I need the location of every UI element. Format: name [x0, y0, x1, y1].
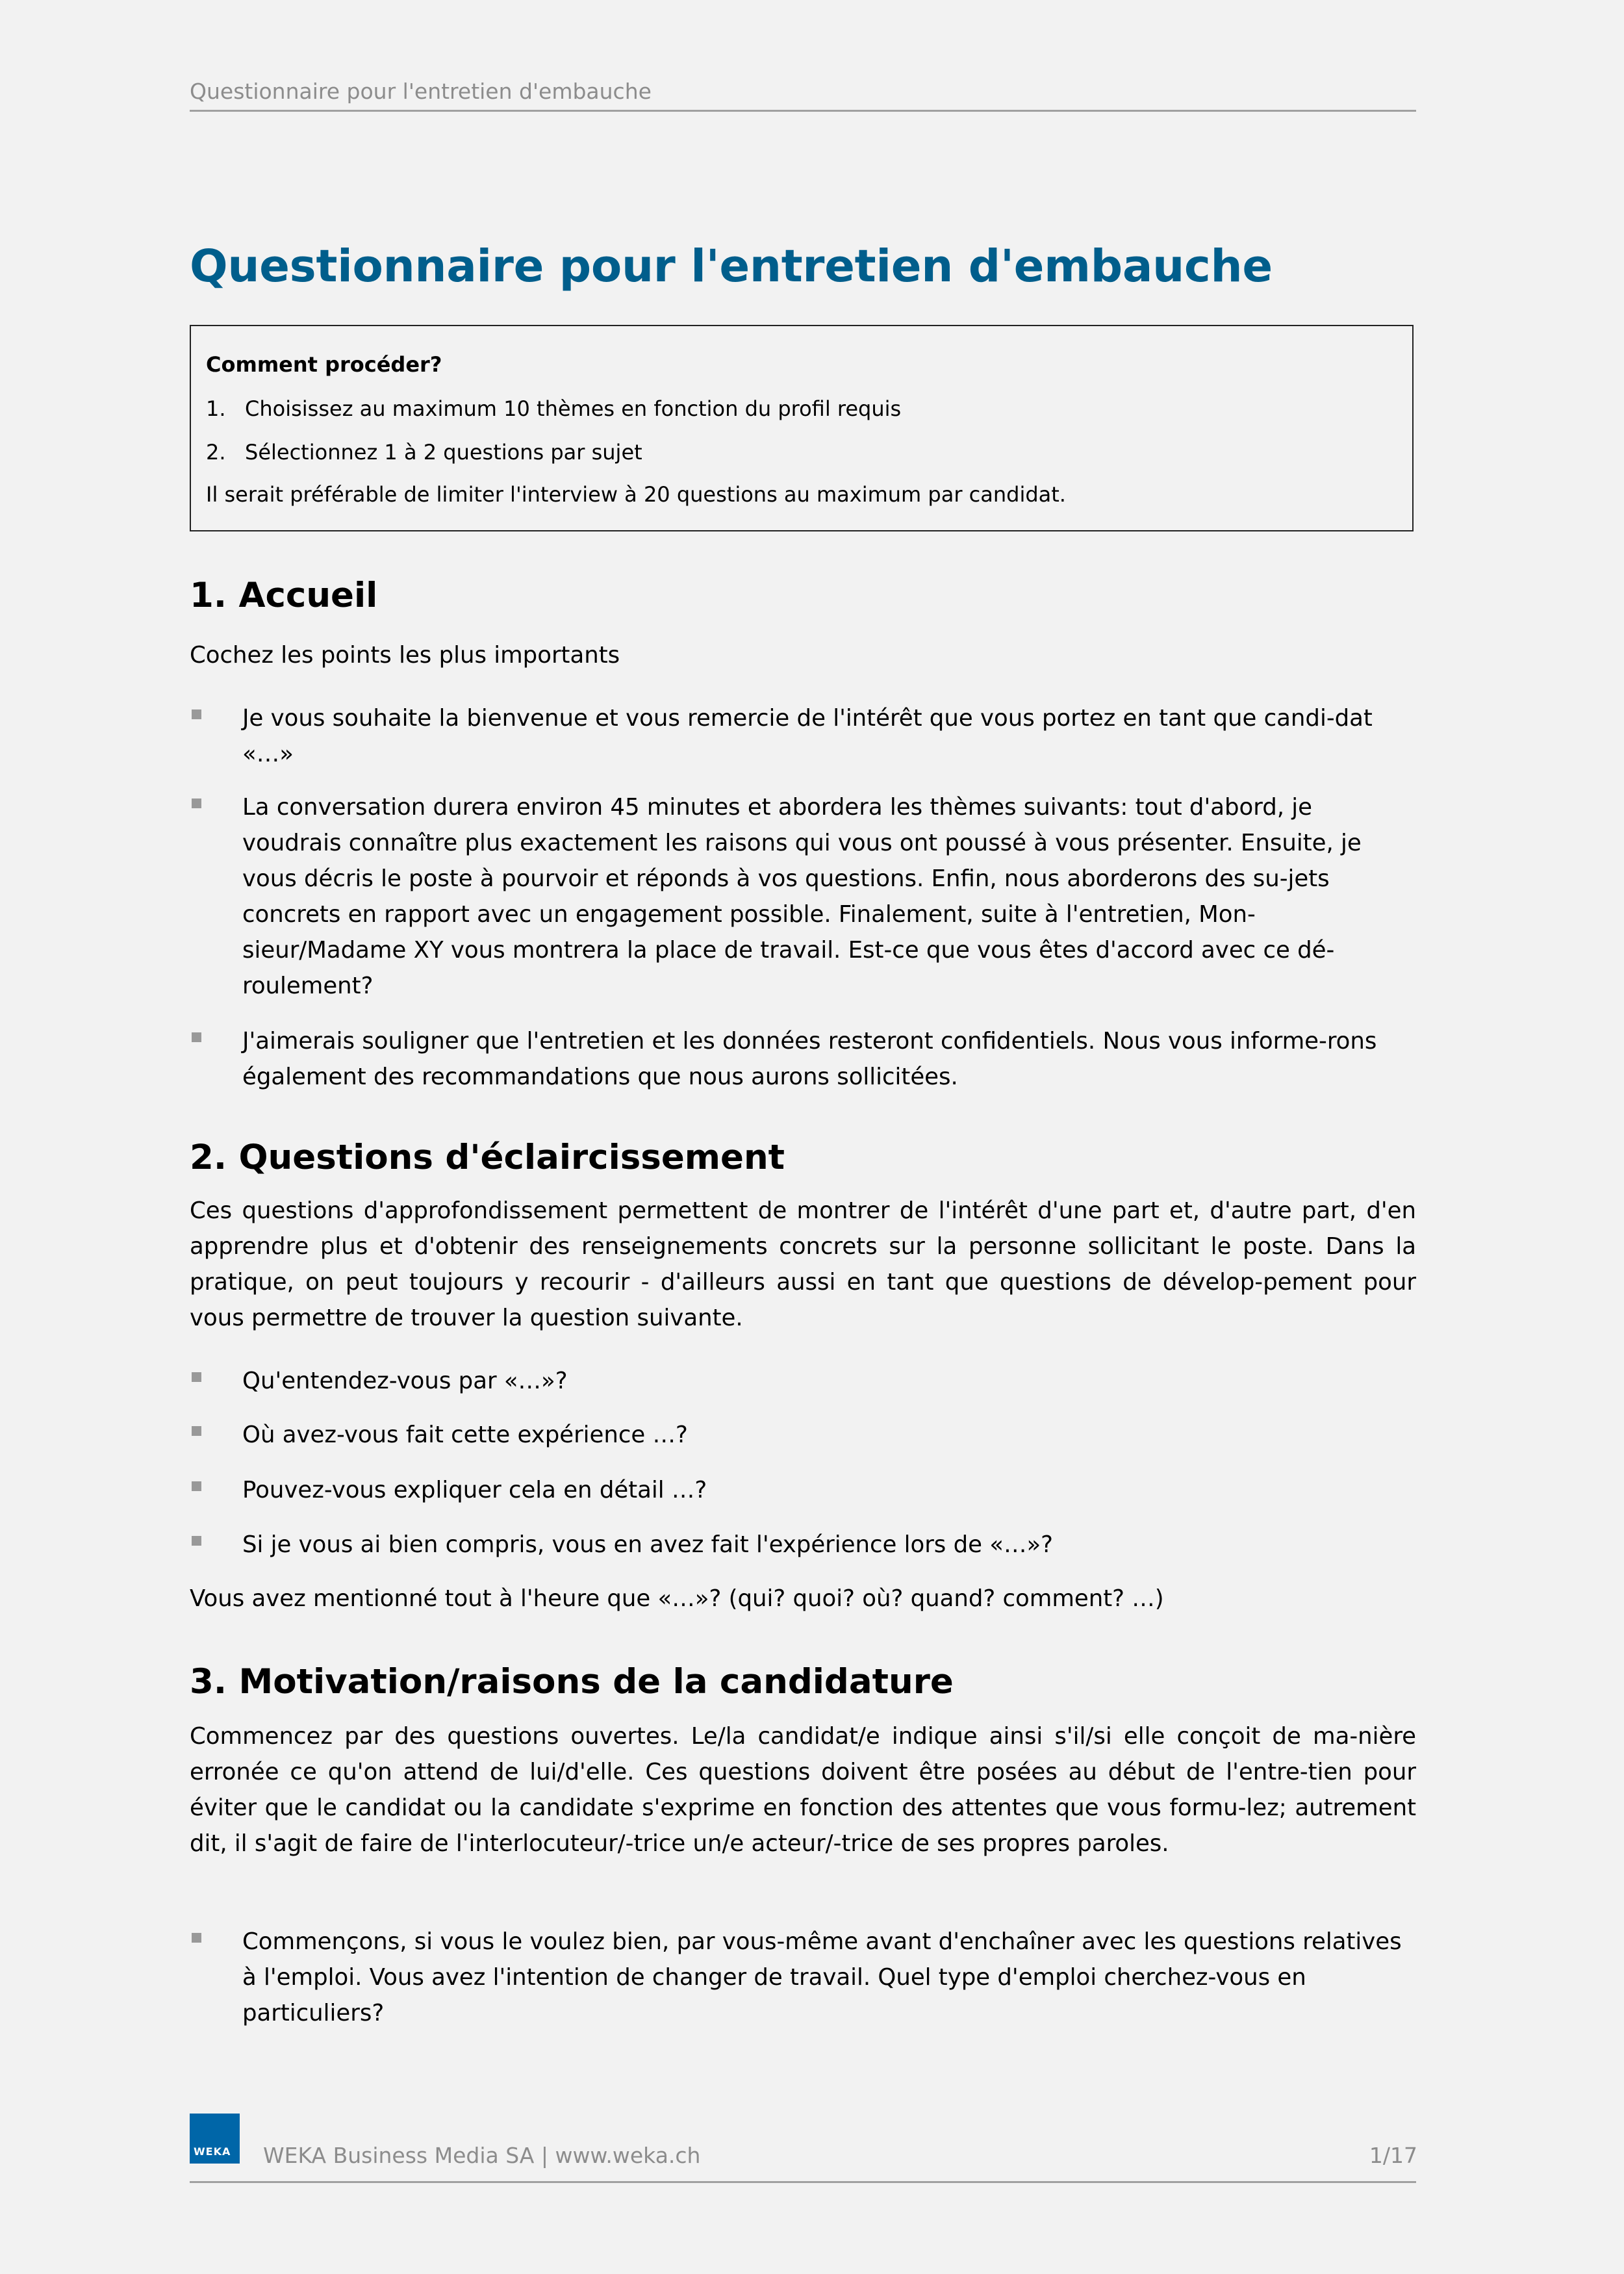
- list-item-text: La conversation durera environ 45 minutes et abordera les thèmes suivants: tout d'abord, je voudrais connaître plus exactement les raisons qui vous ont poussé à vous présenter. Ensuite, je vous décris le poste à pourvoir et réponds à vos questions. Enfin, nous aborderons des su-jets concrets en rapport avec un engagement possible. Finalement, suite à l'entretien, Mon-sieur/Madame XY vous montrera la place de travail. Est-ce que vous êtes d'accord avec ce dé-roulement?: [242, 794, 1362, 999]
- section-outro: Vous avez mentionné tout à l'heure que «…»? (qui? quoi? où? quand? comment? …): [190, 1585, 1164, 1612]
- bullet-square-icon: [192, 709, 201, 719]
- page-number: 1/17: [1369, 2143, 1417, 2168]
- howto-step-2: [206, 438, 642, 466]
- page-title: Questionnaire pour l'entretien d'embauche: [190, 240, 1273, 292]
- howto-heading: Comment procéder?: [206, 352, 442, 377]
- step-number: 2.: [206, 440, 226, 465]
- bullet-square-icon: [192, 1032, 201, 1042]
- header-rule: [190, 110, 1416, 112]
- section-intro: Commencez par des questions ouvertes. Le/la candidat/e indique ainsi s'il/si elle conçoit de ma-nière erronée ce qu'on attend de lui/d'elle. Ces questions doivent être posées au début de l'entre-tien pour éviter que le candidat ou la candidate s'exprime en fonction des attentes que vous formu-lez; autrement dit, il s'agit de faire de l'interlocuteur/-trice un/e acteur/-trice de ses propres paroles.: [190, 1723, 1416, 1857]
- bullet-square-icon: [192, 1372, 201, 1382]
- bullet-square-icon: [192, 1481, 201, 1491]
- step-text: Sélectionnez 1 à 2 questions par sujet: [245, 440, 642, 465]
- list-item-text: Pouvez-vous expliquer cela en détail …?: [242, 1477, 707, 1503]
- list-item-text: Je vous souhaite la bienvenue et vous remercie de l'intérêt que vous portez en tant que candi-dat «…»: [242, 705, 1373, 767]
- list-item-text: Qu'entendez-vous par «…»?: [242, 1368, 568, 1394]
- bullet-square-icon: [192, 798, 201, 808]
- list-item-text: Où avez-vous fait cette expérience …?: [242, 1422, 688, 1448]
- section-intro: Ces questions d'approfondissement permettent de montrer de l'intérêt d'une part et, d'autre part, d'en apprendre plus et d'obtenir des renseignements concrets sur la personne sollicitant le poste. Dans la pratique, on peut toujours y recourir - d'ailleurs aussi en tant que questions de dévelop-pement pour vous permettre de trouver la question suivante.: [190, 1197, 1416, 1331]
- footer-publisher: WEKA Business Media SA | www.weka.ch: [263, 2143, 701, 2168]
- section-heading-accueil: 1. Accueil: [190, 576, 378, 615]
- howto-step-1: [206, 394, 901, 423]
- bullet-square-icon: [192, 1426, 201, 1436]
- section-heading-eclaircissement: 2. Questions d'éclaircissement: [190, 1138, 785, 1177]
- step-number: 1.: [206, 396, 226, 421]
- weka-logo: [190, 2114, 240, 2164]
- list-item-text: Si je vous ai bien compris, vous en avez fait l'expérience lors de «…»?: [242, 1531, 1054, 1558]
- logo-text: WEKA: [194, 2145, 231, 2158]
- section-intro: Cochez les points les plus importants: [190, 642, 620, 669]
- howto-note: Il serait préférable de limiter l'interview à 20 questions au maximum par candidat.: [206, 482, 1066, 507]
- list-item-text: Commençons, si vous le voulez bien, par vous-même avant d'enchaîner avec les questions relatives à l'emploi. Vous avez l'intention de changer de travail. Quel type d'emploi cherchez-vous en particuliers?: [242, 1928, 1402, 2026]
- howto-box: [190, 325, 1414, 531]
- bullet-square-icon: [192, 1933, 201, 1943]
- bullet-square-icon: [192, 1536, 201, 1546]
- running-header: Questionnaire pour l'entretien d'embauche: [190, 79, 652, 104]
- step-text: Choisissez au maximum 10 thèmes en fonction du profil requis: [245, 396, 902, 421]
- footer-rule: [190, 2181, 1416, 2183]
- section-heading-motivation: 3. Motivation/raisons de la candidature: [190, 1662, 954, 1702]
- list-item-text: J'aimerais souligner que l'entretien et les données resteront confidentiels. Nous vous informe-rons également des recommandations que nous aurons sollicitées.: [242, 1028, 1377, 1090]
